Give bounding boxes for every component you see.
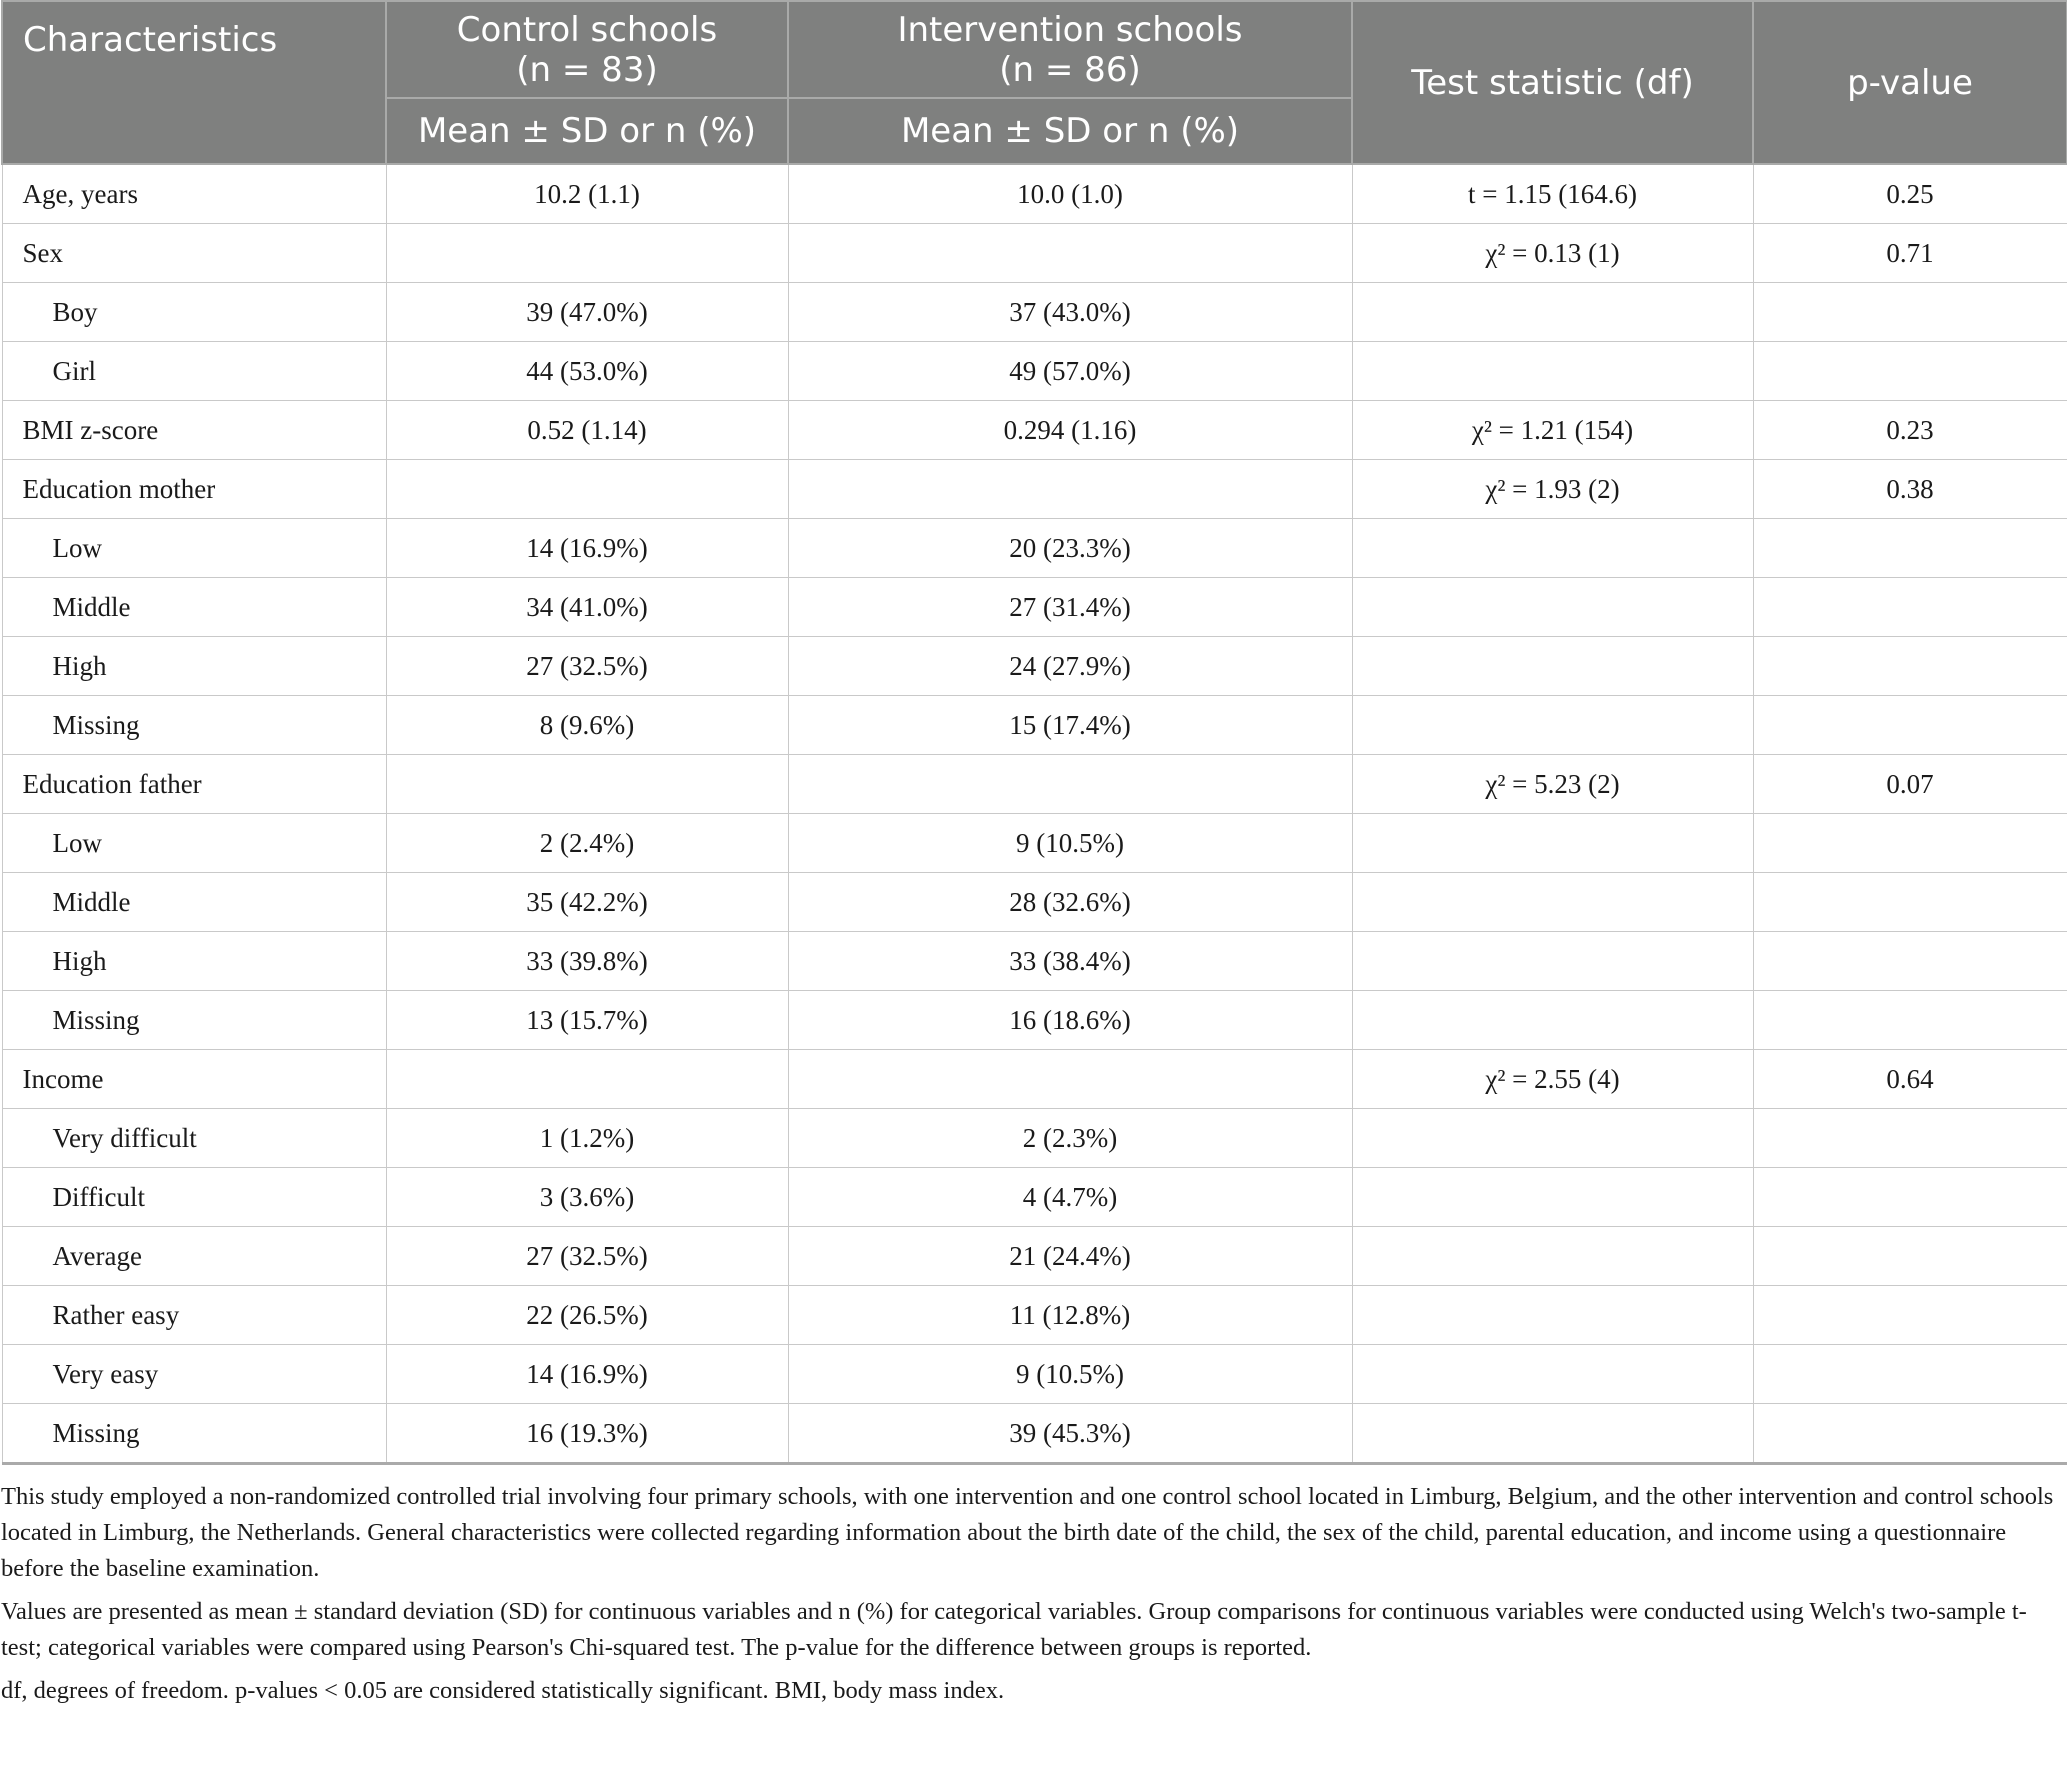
test-statistic [1352,342,1753,401]
test-statistic [1352,932,1753,991]
test-statistic [1352,1109,1753,1168]
p-value: 0.64 [1753,1050,2067,1109]
header-control-sub: Mean ± SD or n (%) [386,98,788,164]
p-value [1753,873,2067,932]
test-statistic: χ² = 5.23 (2) [1352,755,1753,814]
test-statistic [1352,1286,1753,1345]
intervention-value: 15 (17.4%) [788,696,1352,755]
row-label: Income [2,1050,386,1109]
table-row [2,1050,2067,1109]
row-label: Rather easy [2,1286,386,1345]
table-row [2,164,2067,224]
row-label: High [2,932,386,991]
intervention-value: 39 (45.3%) [788,1404,1352,1464]
intervention-value: 20 (23.3%) [788,519,1352,578]
test-statistic: χ² = 0.13 (1) [1352,224,1753,283]
table-footnotes [0,1479,2066,1709]
row-label: Sex [2,224,386,283]
p-value [1753,637,2067,696]
control-value: 14 (16.9%) [386,1345,788,1404]
p-value [1753,519,2067,578]
row-label: BMI z-score [2,401,386,460]
p-value [1753,578,2067,637]
test-statistic [1352,873,1753,932]
table-row [2,283,2067,342]
intervention-value: 4 (4.7%) [788,1168,1352,1227]
intervention-value: 21 (24.4%) [788,1227,1352,1286]
test-statistic [1352,578,1753,637]
p-value: 0.71 [1753,224,2067,283]
test-statistic [1352,637,1753,696]
test-statistic [1352,696,1753,755]
intervention-value: 37 (43.0%) [788,283,1352,342]
row-label: Education father [2,755,386,814]
table-row [2,755,2067,814]
row-label: Girl [2,342,386,401]
control-value: 2 (2.4%) [386,814,788,873]
test-statistic: t = 1.15 (164.6) [1352,164,1753,224]
row-label: Age, years [2,164,386,224]
control-value: 27 (32.5%) [386,637,788,696]
header-intervention-sub: Mean ± SD or n (%) [788,98,1352,164]
test-statistic [1352,991,1753,1050]
header-intervention [788,1,1352,98]
test-statistic [1352,1227,1753,1286]
table-row [2,1227,2067,1286]
table-row [2,460,2067,519]
p-value [1753,1286,2067,1345]
header-control-n: (n = 83) [516,49,658,90]
test-statistic [1352,814,1753,873]
p-value [1753,1168,2067,1227]
p-value [1753,283,2067,342]
table-row [2,1168,2067,1227]
control-value [386,460,788,519]
p-value [1753,696,2067,755]
intervention-value: 11 (12.8%) [788,1286,1352,1345]
table-row [2,991,2067,1050]
row-label: High [2,637,386,696]
row-label: Very difficult [2,1109,386,1168]
intervention-value [788,460,1352,519]
table-row [2,401,2067,460]
control-value: 13 (15.7%) [386,991,788,1050]
p-value [1753,342,2067,401]
p-value [1753,1404,2067,1464]
test-statistic: χ² = 2.55 (4) [1352,1050,1753,1109]
control-value: 44 (53.0%) [386,342,788,401]
row-label: Low [2,519,386,578]
intervention-value: 16 (18.6%) [788,991,1352,1050]
row-label: Low [2,814,386,873]
test-statistic [1352,1168,1753,1227]
table-row [2,873,2067,932]
intervention-value: 9 (10.5%) [788,1345,1352,1404]
footnote: df, degrees of freedom. p-values < 0.05 are considered statistically significant. BMI, body mass index. [1,1677,1005,1704]
control-value: 33 (39.8%) [386,932,788,991]
intervention-value: 33 (38.4%) [788,932,1352,991]
header-intervention-label: Intervention schools [897,9,1243,50]
row-label: Missing [2,1404,386,1464]
row-label: Missing [2,991,386,1050]
characteristics-table [1,0,2067,1465]
intervention-value: 9 (10.5%) [788,814,1352,873]
control-value: 34 (41.0%) [386,578,788,637]
row-label: Boy [2,283,386,342]
control-value: 39 (47.0%) [386,283,788,342]
p-value [1753,814,2067,873]
intervention-value: 49 (57.0%) [788,342,1352,401]
intervention-value: 2 (2.3%) [788,1109,1352,1168]
test-statistic: χ² = 1.93 (2) [1352,460,1753,519]
p-value: 0.07 [1753,755,2067,814]
test-statistic [1352,283,1753,342]
intervention-value: 27 (31.4%) [788,578,1352,637]
intervention-value: 28 (32.6%) [788,873,1352,932]
control-value: 0.52 (1.14) [386,401,788,460]
test-statistic [1352,519,1753,578]
table-row [2,578,2067,637]
table-row [2,1345,2067,1404]
row-label: Missing [2,696,386,755]
header-characteristics: Characteristics [2,1,386,164]
control-value: 35 (42.2%) [386,873,788,932]
header-control-label: Control schools [456,9,718,50]
table-row [2,342,2067,401]
table-row [2,1109,2067,1168]
row-label: Middle [2,578,386,637]
control-value: 10.2 (1.1) [386,164,788,224]
row-label: Education mother [2,460,386,519]
p-value [1753,1345,2067,1404]
table-row [2,1286,2067,1345]
header-test-statistic: Test statistic (df) [1352,1,1753,164]
p-value [1753,1227,2067,1286]
header-intervention-n: (n = 86) [999,49,1141,90]
control-value: 8 (9.6%) [386,696,788,755]
test-statistic: χ² = 1.21 (154) [1352,401,1753,460]
footnote: Values are presented as mean ± standard deviation (SD) for continuous variables and n (%) for categorical variables. Group comparisons for continuous variables were conducted using Welch's two-sample t-test; categorical variables were compared using Pearson's Chi-squared test. The p-value for the difference between groups is reported. [1,1598,2027,1661]
table-row [2,519,2067,578]
table-row [2,814,2067,873]
control-value [386,755,788,814]
row-label: Average [2,1227,386,1286]
control-value: 1 (1.2%) [386,1109,788,1168]
intervention-value: 24 (27.9%) [788,637,1352,696]
intervention-value [788,1050,1352,1109]
table-row [2,637,2067,696]
control-value: 14 (16.9%) [386,519,788,578]
test-statistic [1352,1345,1753,1404]
p-value: 0.23 [1753,401,2067,460]
control-value: 27 (32.5%) [386,1227,788,1286]
control-value [386,1050,788,1109]
row-label: Middle [2,873,386,932]
p-value: 0.25 [1753,164,2067,224]
p-value [1753,991,2067,1050]
table-row [2,224,2067,283]
p-value [1753,1109,2067,1168]
table-row [2,1404,2067,1464]
control-value: 22 (26.5%) [386,1286,788,1345]
intervention-value: 0.294 (1.16) [788,401,1352,460]
row-label: Difficult [2,1168,386,1227]
row-label: Very easy [2,1345,386,1404]
footnote: This study employed a non-randomized controlled trial involving four primary schools, with one intervention and one control school located in Limburg, Belgium, and the other intervention and control schools located in Limburg, the Netherlands. General characteristics were collected regarding information about the birth date of the child, the sex of the child, parental education, and income using a questionnaire before the baseline examination. [1,1483,2054,1582]
p-value [1753,932,2067,991]
intervention-value: 10.0 (1.0) [788,164,1352,224]
test-statistic [1352,1404,1753,1464]
control-value: 16 (19.3%) [386,1404,788,1464]
control-value [386,224,788,283]
table-row [2,696,2067,755]
header-p-value: p-value [1753,1,2067,164]
intervention-value [788,224,1352,283]
table-row [2,932,2067,991]
p-value: 0.38 [1753,460,2067,519]
intervention-value [788,755,1352,814]
control-value: 3 (3.6%) [386,1168,788,1227]
header-control [386,1,788,98]
